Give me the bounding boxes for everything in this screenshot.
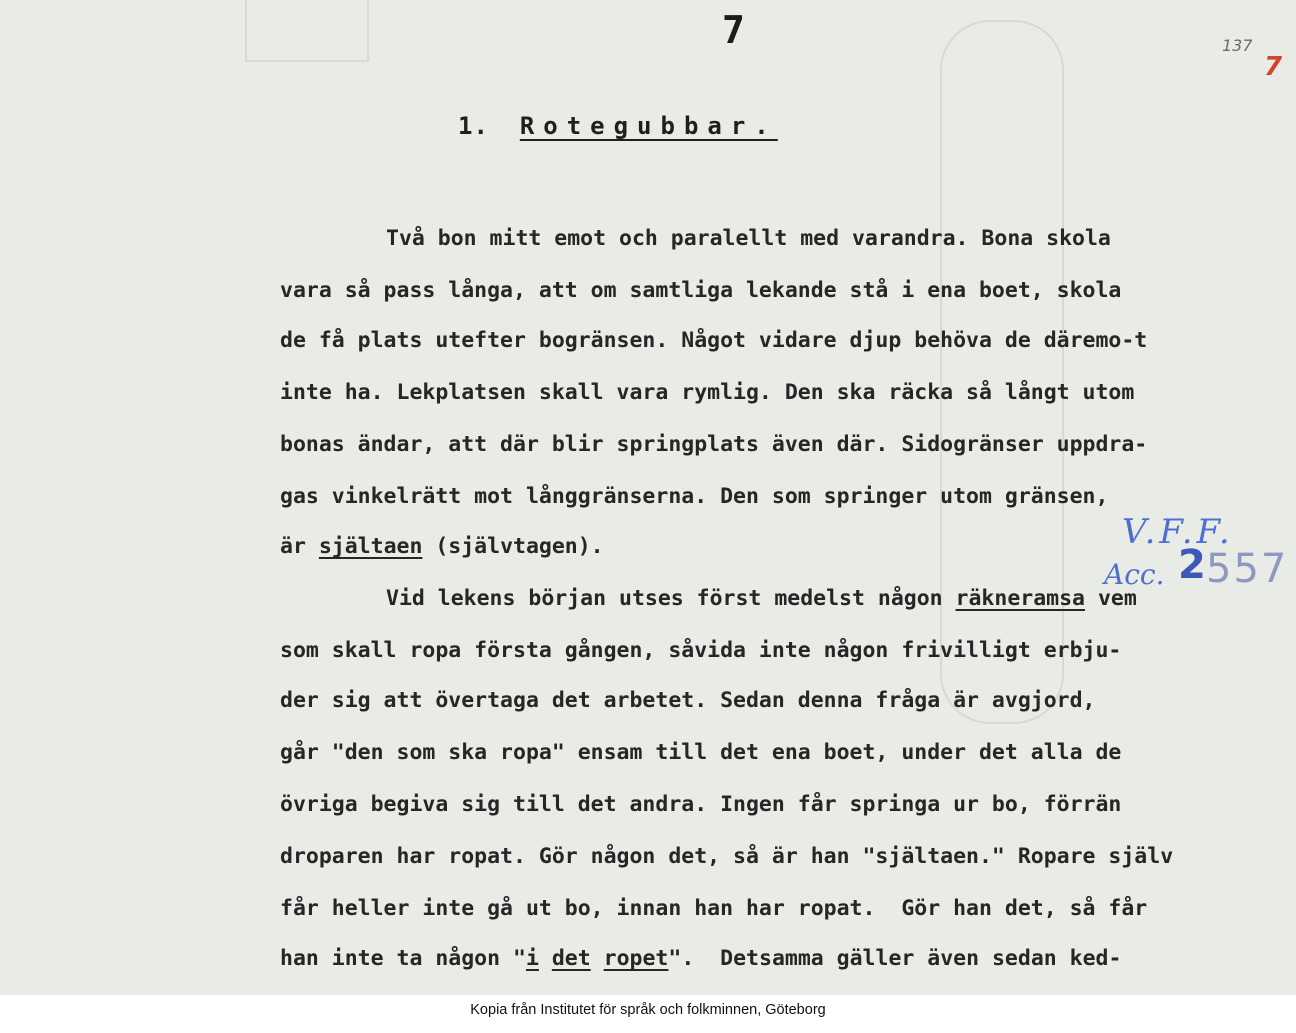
text-line-5: bonas ändar, att där blir springplats även där. Sidogränser uppdra-: [280, 432, 1148, 457]
underlined-word: det: [551, 946, 591, 971]
page-number: 7: [722, 8, 745, 52]
underlined-word: ropet: [603, 946, 669, 971]
underlined-word: i: [525, 946, 539, 971]
text-line-11: går "den som ska ropa" ensam till det ena boet, under det alla de: [280, 740, 1122, 765]
text-line-12: övriga begiva sig till det andra. Ingen får springa ur bo, förrän: [280, 792, 1122, 817]
heading-title: Rotegubbar.: [519, 112, 778, 140]
text-line-10: der sig att övertaga det arbetet. Sedan denna fråga är avgjord,: [280, 688, 1096, 713]
stamp-number-a: 2: [1178, 542, 1206, 588]
red-page-number: 7: [1264, 52, 1283, 82]
archive-footer: Kopia från Institutet för språk och folkminnen, Göteborg: [470, 1002, 826, 1018]
stamp-initials: V.F.F.: [1122, 512, 1234, 552]
text-line-13: droparen har ropat. Gör någon det, så är han "själtaen." Ropare själv: [280, 844, 1174, 869]
text-line-2: vara så pass långa, att om samtliga lekande stå i ena boet, skola: [280, 278, 1122, 303]
section-heading: [458, 112, 778, 140]
text-line-1: Två bon mitt emot och paralellt med varandra. Bona skola: [386, 226, 1111, 251]
text-line-6: gas vinkelrätt mot långgränserna. Den som springer utom gränsen,: [280, 484, 1109, 509]
text-line-8: Vid lekens början utses först medelst någon räkneramsa vem: [386, 586, 1137, 611]
stamp-acc-label: Acc.: [1104, 558, 1165, 591]
heading-number: 1.: [458, 112, 489, 140]
underlined-word: själtaen: [318, 534, 423, 559]
paper-watermark-top: [245, 0, 369, 62]
text-line-9: som skall ropa första gången, såvida inte någon frivilligt erbju-: [280, 638, 1122, 663]
text-line-4: inte ha. Lekplatsen skall vara rymlig. Den ska räcka så långt utom: [280, 380, 1135, 405]
stamp-number-b: 557: [1206, 546, 1289, 592]
underlined-word: räkneramsa: [955, 586, 1085, 611]
text-line-3: de få plats utefter bogränsen. Något vidare djup behöva de däremo-t: [280, 328, 1148, 353]
accession-stamp: [1100, 512, 1290, 602]
text-line-15: han inte ta någon "i det ropet". Detsamma gäller även sedan ked-: [280, 946, 1122, 971]
paper-watermark: [940, 20, 1064, 724]
text-line-14: får heller inte gå ut bo, innan han har ropat. Gör han det, så får: [280, 896, 1148, 921]
text-line-7: är själtaen (självtagen).: [280, 534, 604, 559]
folio-number: 137: [1222, 36, 1253, 55]
